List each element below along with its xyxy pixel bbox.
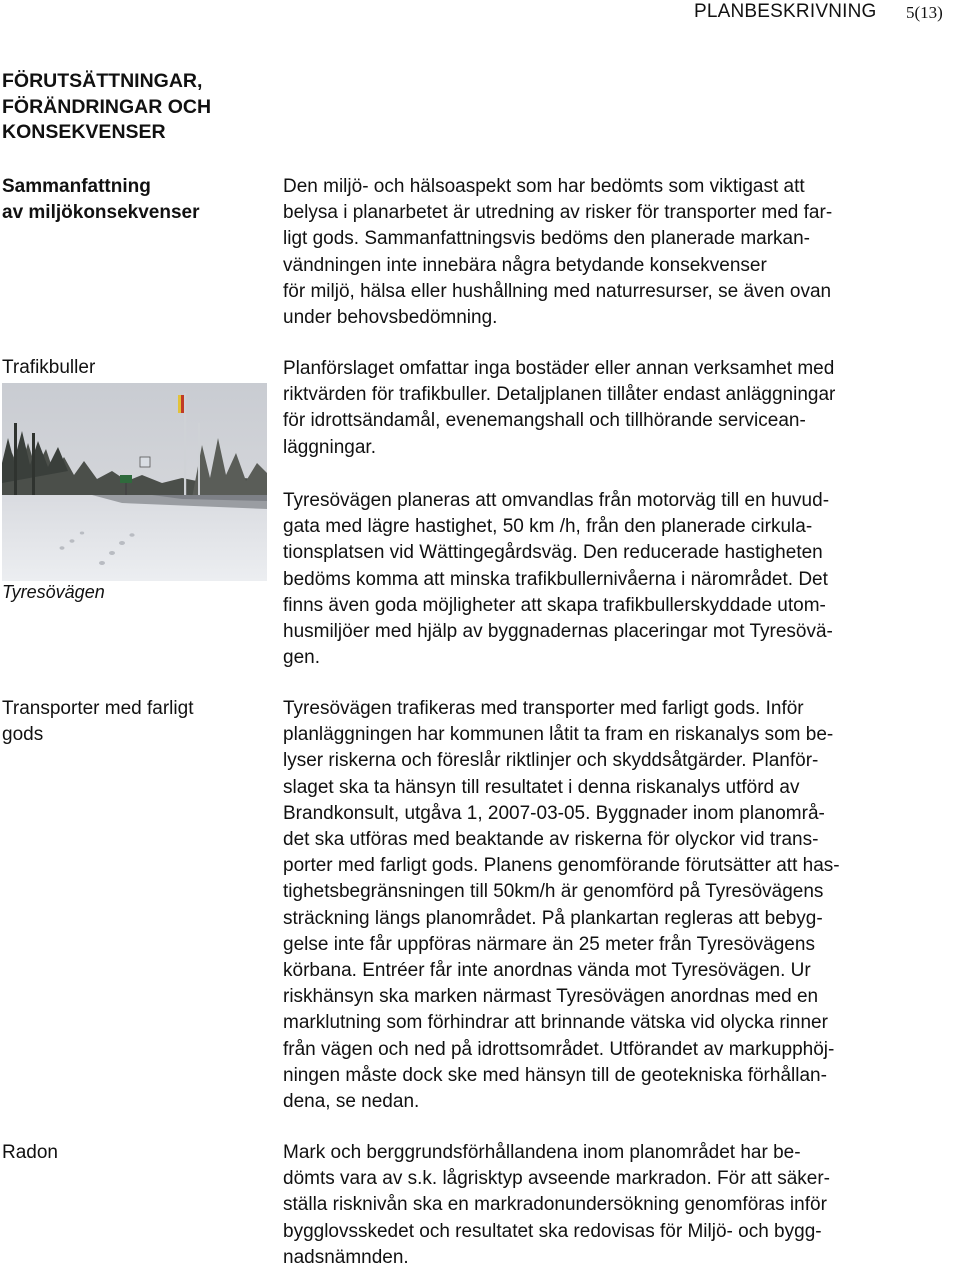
side-label-farligt-gods: Transporter med farligt gods [2,698,194,745]
paragraph-farligt-gods: Tyresövägen trafikeras med transporter med farligt gods. Inför planläggningen har kommunen låtit ta fram en riskanalys som be- lyser riskerna och föreslår riktlinjer och skyddsåtgärder. Planför- slaget ska ta hänsyn till resultatet i denna riskanalys utförd av Brandkonsult, utgåva 1, 2007-03-05. Byggnader inom planområ- det ska utföras med beaktande av riskerna för olyckor vid trans- porter med farligt gods. Planens genomförande förutsätter att has- tighetsbegränsningen till 50km/h är genomförd på Tyresövägens sträckning längs planområdet. På plankartan regleras att bebyg- gelse inte får uppföras närmare än 25 meter från Tyresövägens körbana. Entréer får inte anordnas vända mot Tyresövägen. Ur riskhänsyn ska marken närmast Tyresövägen anordnas med en marklutning som förhindrar att brinnande vätska vid olycka rinner från vägen och ned på idrottsområdet. Utförandet av markupphöj- ningen måste dock ske med hänsyn till de geotekniska förhållan- dena, se nedan. [283,698,840,1113]
side-label-radon: Radon [2,1142,58,1163]
paragraph-trafikbuller-2: Tyresövägen planeras att omvandlas från motorväg till en huvud- gata med lägre hastighet, 50 km /h, från den planerade cirkula- tionsplatsen vid Wättingegårdsväg. Den reducerade hastigheten bedöms komma att minska trafikbullernivåerna i närområdet. Det finns även goda möjligheter att skapa trafikbullerskyddade utom- husmiljöer med hjälp av byggnadernas placeringar mot Tyresövä- gen. [283,490,833,669]
paragraph-trafikbuller: Planförslaget omfattar inga bostäder eller annan verksamhet med riktvärden för trafikbuller. Detaljplanen tillåter endast anläggningar för idrottsändamål, evenemangshall och tillhörande servicean- läggningar. [283,358,836,458]
side-label-trafikbuller: Trafikbuller [2,357,96,378]
photo-tyresovagen [2,383,267,581]
paragraph-radon: Mark och berggrundsförhållandena inom planområdet har be- dömts vara av s.k. lågrisktyp avseende markradon. För att säker- ställa risknivån ska en markradonundersökning genomföras inför bygglovsskedet och resultatet ska redovisas för Miljö- och bygg- nadsnämnden. [283,1142,830,1268]
page-number: 5(13) [906,3,943,22]
side-label-sammanfattning: Sammanfattning av miljökonsekvenser [2,176,200,223]
paragraph-sammanfattning: Den miljö- och hälsoaspekt som har bedömts som viktigast att belysa i planarbetet är utredning av risker för transporter med far- ligt gods. Sammanfattningsvis bedöms den planerade markan- vändningen inte innebära några betydande konsekvenser för miljö, hälsa eller hushållning med naturresurser, se även ovan under behovsbedömning. [283,176,833,329]
document-header-title: PLANBESKRIVNING [694,1,877,22]
photo-caption: Tyresövägen [2,582,105,602]
section-heading: FÖRUTSÄTTNINGAR, FÖRÄNDRINGAR OCH KONSEKVENSER [2,70,212,143]
